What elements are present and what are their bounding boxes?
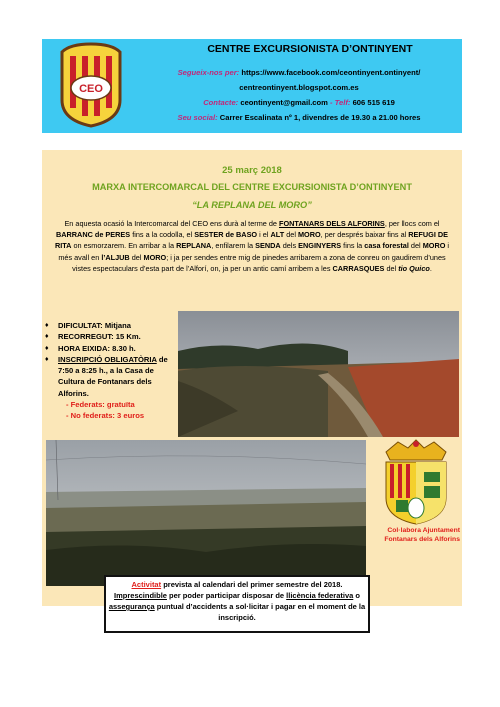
- detail-route: ♦ RECORREGUT: 15 Km.: [45, 332, 141, 342]
- participation-note: Activitat prevista al calendari del primer semestre del 2018. Imprescindible per poder participar disposar de llicència federativa o assegurança puntual d’accidents a sol·licitar i pagar en el moment de la inscripció.: [104, 575, 370, 633]
- seat-label: Seu social:: [177, 113, 218, 122]
- event-details: [44, 320, 176, 422]
- event-description: En aquesta ocasió la Intercomarcal del CEO ens durà al terme de FONTANARS DELS ALFORINS, per llocs com el BARRANC de PERES fins a la codolla, el SESTER de BASO i el ALT del MORO, per després baixar fins al REFUGI DE RITA on esmorzarem. En arribar a la REPLANA, enfilarem la SENDA dels ENGINYERS fins la casa forestal del MORO i més avall en l’ALJUB del MORO; i ja per sendes entre mig de pinedes arribarem a zona de conreu on gaudirem d’unes vistes espectaculars d’esta part de l’Alforí, on, ja per un antic camí arribem a les CARRASQUES del tio Quico.: [54, 219, 450, 273]
- collab-line-2: Fontanars dels Alforins: [384, 536, 460, 543]
- fee-non-members: - No federats: 3 euros: [66, 411, 145, 421]
- bullet-icon: ♦: [45, 322, 49, 329]
- seat-line: [138, 113, 460, 122]
- coat-of-arms-icon: [378, 438, 454, 526]
- event-date: 25 març 2018: [222, 165, 282, 176]
- collaboration-credit: [364, 526, 460, 544]
- blog-link[interactable]: centreontinyent.blogspot.com.es: [239, 83, 359, 92]
- club-title: CENTRE EXCURSIONISTA D’ONTINYENT: [207, 43, 413, 55]
- fee-members: - Federats: gratuïta: [66, 400, 135, 410]
- seat-address: Carrer Escalinata nº 1, divendres de 19.30 a 21.00 hores: [219, 113, 421, 122]
- event-subtitle: “LA REPLANA DEL MORO”: [192, 200, 312, 210]
- facebook-line: [138, 68, 460, 77]
- collab-line-1: Col·labora Ajuntament: [387, 527, 460, 534]
- detail-difficulty: ♦ DIFICULTAT: Mitjana: [45, 321, 131, 330]
- landscape-photo-path: [178, 311, 459, 437]
- contact-line: [138, 98, 460, 107]
- event-panel: [42, 150, 462, 606]
- logo-text: CEO: [79, 83, 103, 95]
- landscape-photo-valley: [46, 440, 366, 586]
- phone-number: 606 515 619: [352, 98, 395, 107]
- bullet-icon: ♦: [45, 355, 49, 363]
- detail-signup: ♦ INSCRIPCIÓ OBLIGATÒRIA de 7:50 a 8:25 h., a la Casa de Cultura de Fontanars dels Alforins.: [45, 354, 168, 398]
- bullet-icon: ♦: [45, 344, 49, 352]
- club-header: [42, 39, 462, 133]
- bullet-icon: ♦: [45, 333, 49, 341]
- email-link[interactable]: ceontinyent@gmail.com: [240, 98, 328, 107]
- contact-label: Contacte:: [203, 98, 239, 107]
- detail-departure: ♦ HORA EIXIDA: 8.30 h.: [45, 343, 136, 353]
- facebook-link[interactable]: https://www.facebook.com/ceontinyent.ontinyent/: [241, 68, 421, 77]
- follow-label: Segueix-nos per:: [177, 68, 240, 77]
- club-logo: [48, 42, 134, 128]
- phone-label: - Telf:: [330, 98, 351, 107]
- event-title: MARXA INTERCOMARCAL DEL CENTRE EXCURSIONISTA D’ONTINYENT: [92, 182, 412, 192]
